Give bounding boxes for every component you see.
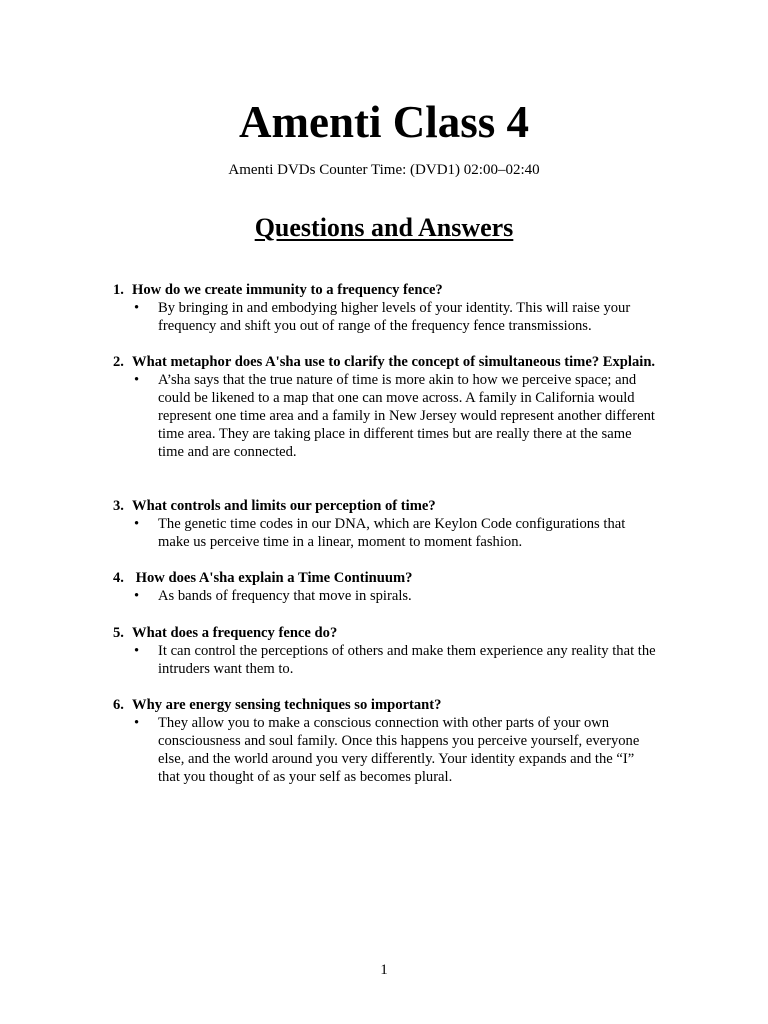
question-text: What metaphor does A'sha use to clarify the concept of simultaneous time? Explain. <box>132 354 656 370</box>
question-number: 4. <box>113 570 124 586</box>
answer-text: A’sha says that the true nature of time is more akin to how we perceive space; and could be likened to a map that one can move across. A family in California would represent one time area and a family in New Jersey would represent another different time area. They are taking place in different times but are really there at the same time and are connected. <box>158 372 655 460</box>
question-text: What does a frequency fence do? <box>132 625 338 641</box>
answer-list <box>113 714 658 786</box>
answer-item <box>134 587 658 605</box>
qa-item-1 <box>113 281 658 335</box>
qa-item-2 <box>113 353 658 461</box>
qa-item-4 <box>113 569 658 605</box>
answer-text: The genetic time codes in our DNA, which are Keylon Code configurations that make us perceive time in a linear, moment to moment fashion. <box>158 516 626 550</box>
question-text: How do we create immunity to a frequency fence? <box>132 282 443 298</box>
bullet-icon: • <box>134 588 140 604</box>
question-number: 3. <box>113 498 124 514</box>
answer-list <box>113 587 658 605</box>
page-number: 1 <box>380 962 388 978</box>
question-text: What controls and limits our perception of time? <box>132 498 436 514</box>
answer-text: They allow you to make a conscious connection with other parts of your own consciousness and soul family. Once this happens you perceive yourself, everyone else, and the world around you very differently. Your identity expands and the “I” that you thought of as your self as becomes plural. <box>158 715 640 785</box>
qa-item-6 <box>113 696 658 786</box>
answer-item <box>134 515 658 551</box>
question-2 <box>113 353 658 371</box>
qa-item-3 <box>113 497 658 551</box>
answer-list <box>113 515 658 551</box>
question-6 <box>113 696 658 714</box>
question-number: 2. <box>113 354 124 370</box>
answer-item <box>134 642 658 678</box>
bullet-icon: • <box>134 372 140 388</box>
bullet-icon: • <box>134 715 140 731</box>
question-text: How does A'sha explain a Time Continuum? <box>132 570 413 586</box>
counter-time-subtitle: Amenti DVDs Counter Time: (DVD1) 02:00–02:40 <box>228 162 540 178</box>
answer-list <box>113 642 658 678</box>
question-text: Why are energy sensing techniques so important? <box>132 697 442 713</box>
bullet-icon: • <box>134 643 140 659</box>
page-title: Amenti Class 4 <box>239 97 529 147</box>
answer-item <box>134 371 658 461</box>
question-5 <box>113 624 658 642</box>
answer-text: By bringing in and embodying higher levels of your identity. This will raise your frequency and shift you out of range of the frequency fence transmissions. <box>158 300 631 334</box>
answer-text: It can control the perceptions of others and make them experience any reality that the intruders want them to. <box>158 643 656 677</box>
answer-item <box>134 299 658 335</box>
bullet-icon: • <box>134 516 140 532</box>
question-number: 6. <box>113 697 124 713</box>
qa-item-5 <box>113 624 658 678</box>
bullet-icon: • <box>134 300 140 316</box>
answer-list <box>113 371 658 461</box>
question-number: 1. <box>113 282 124 298</box>
question-number: 5. <box>113 625 124 641</box>
question-4 <box>113 569 658 587</box>
answer-list <box>113 299 658 335</box>
answer-item <box>134 714 658 786</box>
section-heading: Questions and Answers <box>254 213 514 242</box>
question-3 <box>113 497 658 515</box>
answer-text: As bands of frequency that move in spirals. <box>158 588 412 604</box>
question-1 <box>113 281 658 299</box>
